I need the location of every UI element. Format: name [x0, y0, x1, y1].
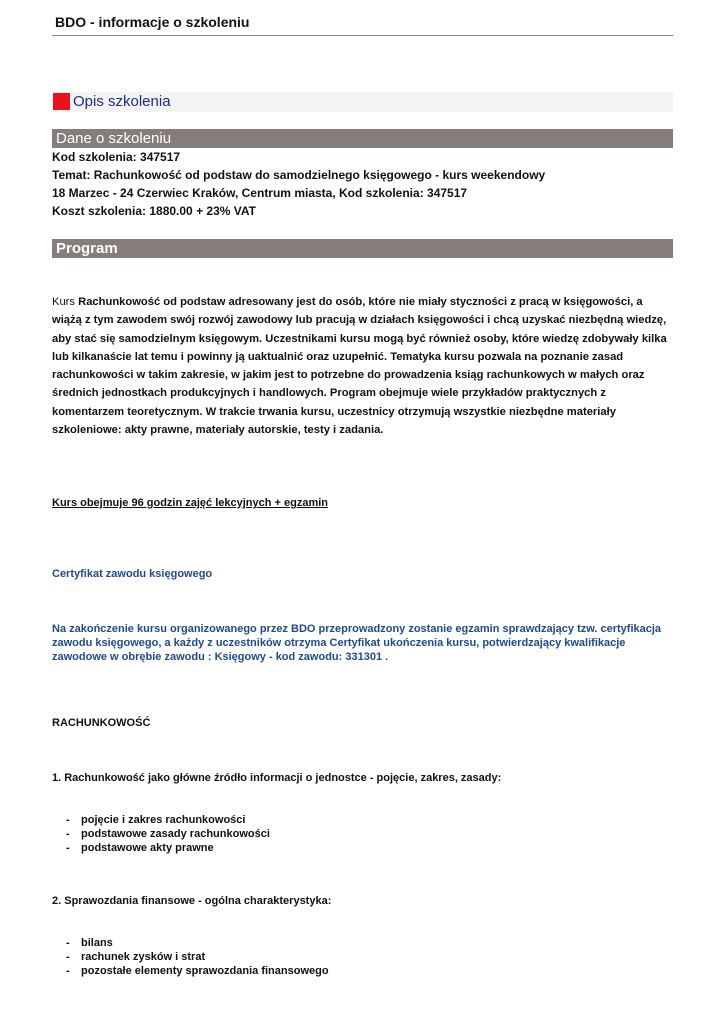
program-bar	[52, 239, 673, 258]
certificate-title: Certyfikat zawodu księgowego	[52, 568, 213, 580]
list-item: - pozostałe elementy sprawozdania finansowego	[66, 964, 329, 978]
red-square-icon	[53, 93, 70, 110]
certificate-text: Na zakończenie kursu organizowanego przez BDO przeprowadzony zostanie egzamin sprawdzający tzw. certyfikacja zawodu księgowego, a każdy z uczestników otrzyma Certyfikat ukończenia kursu, potwierdzający kwalifikacje zawodowe w obrębie zawodu : Księgowy - kod zawodu: 331301 .	[52, 623, 662, 663]
section-header	[52, 92, 673, 112]
program-bar-label: Program	[56, 240, 118, 257]
course-code: Kod szkolenia: 347517	[52, 150, 181, 164]
topic-2-list	[66, 936, 329, 978]
topic-1-title: 1. Rachunkowość jako główne źródło informacji o jednostce - pojęcie, zakres, zasady:	[52, 772, 502, 784]
section-title: Opis szkolenia	[73, 93, 171, 110]
dane-bar	[52, 129, 673, 148]
page-title: BDO - informacje o szkoleniu	[55, 14, 250, 30]
topic-1-list	[66, 813, 270, 855]
list-item: - pojęcie i zakres rachunkowości	[66, 813, 270, 827]
intro-lead: Kurs	[52, 296, 79, 308]
dane-bar-label: Dane o szkoleniu	[56, 130, 172, 147]
title-divider	[52, 35, 673, 36]
course-hours: Kurs obejmuje 96 godzin zajęć lekcyjnych + egzamin	[52, 497, 329, 509]
intro-body: Rachunkowość od podstaw adresowany jest do osób, które nie miały styczności z pracą w księgowości, a wiążą z tym zawodem swój rozwój zawodowy lub pracują w działach księgowości i chcą uzyskać niezbędną wiedzę, aby stać się samodzielnym księgowym. Uczestnikami kursu mogą być również osoby, które wiedzę zdobywały kilka lub kilkanaście lat temu i powinny ją uaktualnić oraz uzupełnić. Tematyka kursu pozwala na poznanie zasad rachunkowości w takim zakresie, w jakim jest to potrzebne do prowadzenia ksiąg rachunkowych w małych oraz średnich jednostkach produkcyjnych i handlowych. Program obejmuje wiele przykładów praktycznych z komentarzem teoretycznym. W trakcie trwania kursu, uczestnicy otrzymują wszystkie niezbędne materiały szkoleniowe: akty prawne, materiały autorskie, testy i zadania.	[52, 296, 667, 437]
course-topic: Temat: Rachunkowość od podstaw do samodzielnego księgowego - kurs weekendowy	[52, 168, 546, 182]
topic-2-title: 2. Sprawozdania finansowe - ogólna charakterystyka:	[52, 895, 332, 907]
list-item: - podstawowe akty prawne	[66, 841, 270, 855]
list-item: - bilans	[66, 936, 329, 950]
list-item: - podstawowe zasady rachunkowości	[66, 827, 270, 841]
main-heading: RACHUNKOWOŚĆ	[52, 717, 151, 729]
list-item: - rachunek zysków i strat	[66, 950, 329, 964]
course-dates: 18 Marzec - 24 Czerwiec Kraków, Centrum miasta, Kod szkolenia: 347517	[52, 186, 468, 200]
program-intro	[52, 293, 674, 439]
course-cost: Koszt szkolenia: 1880.00 + 23% VAT	[52, 204, 256, 218]
